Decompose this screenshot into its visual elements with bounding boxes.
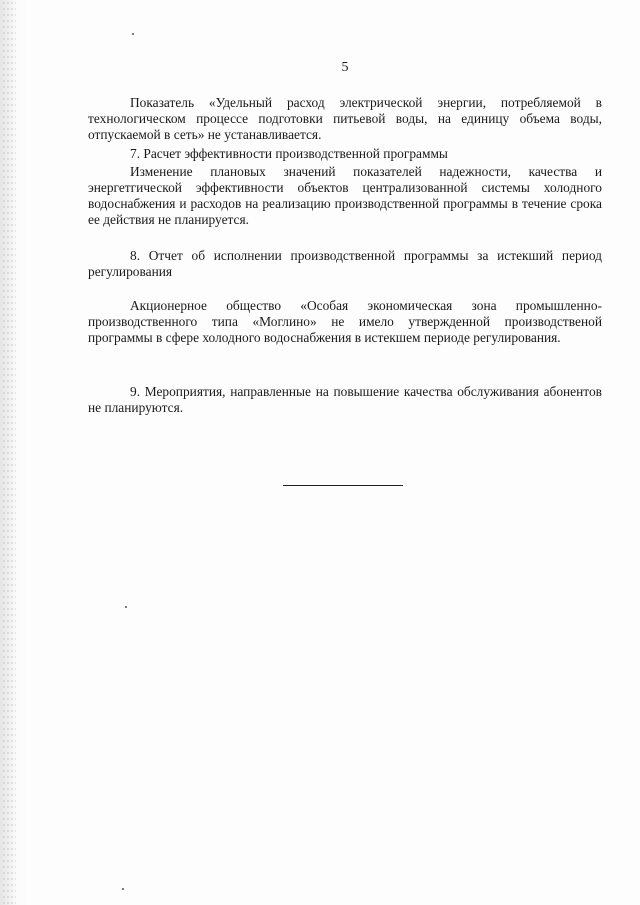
paragraph-report: Акционерное общество «Особая экономическая зона промышленно-производственного типа «Моглино» не имело утвержденной производственой программы в сфере холодного водоснабжения в истекшем периоде регулирования. <box>88 298 602 345</box>
scan-speck <box>122 888 124 890</box>
section-heading-9: 9. Мероприятия, направленные на повышение качества обслуживания абонентов не планируются. <box>88 384 602 415</box>
closing-rule <box>283 485 403 486</box>
section-heading-8: 8. Отчет об исполнении производственной программы за истекший период регулирования <box>88 248 602 279</box>
scan-speck <box>125 606 127 608</box>
section-heading-7: 7. Расчет эффективности производственной программы <box>130 146 448 161</box>
paragraph-energy-indicator: Показатель «Удельный расход электрической энергии, потребляемой в технологическом процессе подготовки питьевой воды, на единицу объема воды, отпускаемой в сеть» не устанавливается. <box>88 95 602 142</box>
scan-speck <box>132 33 134 35</box>
paragraph-efficiency: Изменение плановых значений показателей надежности, качества и энергетгической эффективности объектов централизованной системы холодного водоснабжения и расходов на реализацию производственной программы в течение срока ее действия не планируется. <box>88 164 602 227</box>
page-number: 5 <box>341 60 349 75</box>
scan-edge-artifact <box>0 0 28 905</box>
